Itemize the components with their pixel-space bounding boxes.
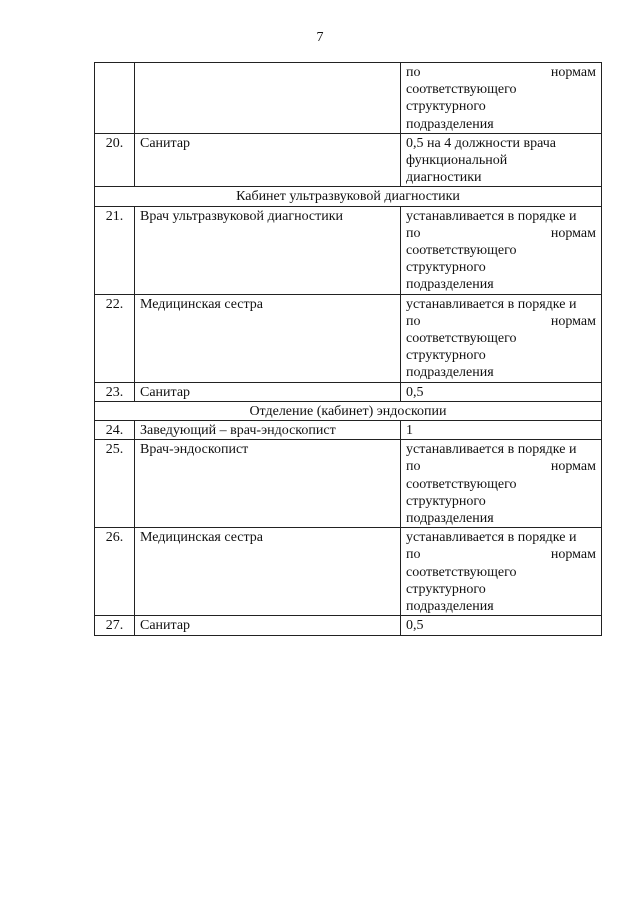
norm-line: подразделения bbox=[406, 599, 494, 615]
row-number: 27. bbox=[95, 616, 135, 635]
norm-line: подразделения bbox=[406, 365, 494, 381]
norm-line: устанавливается в порядке и bbox=[406, 442, 577, 458]
norm-line: по нормам bbox=[406, 547, 596, 563]
section-title: Отделение (кабинет) эндоскопии bbox=[95, 401, 602, 420]
position-title: Медицинская сестра bbox=[135, 294, 401, 382]
table-row bbox=[95, 133, 602, 187]
norm-line: устанавливается в порядке и bbox=[406, 296, 577, 312]
staffing-table bbox=[94, 62, 602, 636]
staffing-norm bbox=[401, 382, 602, 401]
table-row bbox=[95, 528, 602, 616]
staffing-norm bbox=[401, 616, 602, 635]
staffing-norm bbox=[401, 206, 602, 294]
table-row bbox=[95, 382, 602, 401]
staffing-table-body bbox=[95, 63, 602, 636]
norm-line: 1 bbox=[406, 423, 413, 439]
staffing-norm bbox=[401, 133, 602, 187]
position-title: Врач ультразвуковой диагностики bbox=[135, 206, 401, 294]
norm-line: подразделения bbox=[406, 511, 494, 527]
position-title: Заведующий – врач-эндоскопист bbox=[135, 421, 401, 440]
norm-line: 0,5 bbox=[406, 384, 424, 400]
position-title: Санитар bbox=[135, 133, 401, 187]
norm-line: структурного bbox=[406, 581, 486, 597]
section-row bbox=[95, 401, 602, 420]
position-title: Врач-эндоскопист bbox=[135, 440, 401, 528]
norm-line: диагностики bbox=[406, 170, 482, 186]
staffing-norm bbox=[401, 421, 602, 440]
row-number bbox=[95, 63, 135, 134]
norm-line: структурного bbox=[406, 99, 486, 115]
position-title: Медицинская сестра bbox=[135, 528, 401, 616]
norm-line: по нормам bbox=[406, 225, 596, 241]
table-row bbox=[95, 440, 602, 528]
norm-line: 0,5 bbox=[406, 618, 424, 634]
norm-line: по нормам bbox=[406, 65, 596, 80]
norm-line: соответствующего bbox=[406, 564, 517, 580]
staffing-norm bbox=[401, 440, 602, 528]
position-title: Санитар bbox=[135, 382, 401, 401]
norm-line: подразделения bbox=[406, 116, 494, 132]
section-title: Кабинет ультразвуковой диагностики bbox=[95, 187, 602, 206]
row-number: 24. bbox=[95, 421, 135, 440]
row-number: 25. bbox=[95, 440, 135, 528]
section-row bbox=[95, 187, 602, 206]
norm-line: устанавливается в порядке и bbox=[406, 208, 577, 224]
norm-line: структурного bbox=[406, 260, 486, 276]
row-number: 20. bbox=[95, 133, 135, 187]
norm-line: соответствующего bbox=[406, 243, 517, 259]
table-row bbox=[95, 421, 602, 440]
position-title bbox=[135, 63, 401, 134]
norm-line: 0,5 на 4 должности врача bbox=[406, 135, 556, 151]
norm-line: соответствующего bbox=[406, 82, 517, 98]
row-number: 21. bbox=[95, 206, 135, 294]
table-row bbox=[95, 63, 602, 134]
position-title: Санитар bbox=[135, 616, 401, 635]
table-row bbox=[95, 206, 602, 294]
norm-line: по нормам bbox=[406, 313, 596, 329]
norm-line: соответствующего bbox=[406, 476, 517, 492]
norm-line: функциональной bbox=[406, 153, 508, 169]
row-number: 26. bbox=[95, 528, 135, 616]
table-row bbox=[95, 294, 602, 382]
norm-line: по нормам bbox=[406, 459, 596, 475]
norm-line: структурного bbox=[406, 493, 486, 509]
norm-line: подразделения bbox=[406, 277, 494, 293]
norm-line: соответствующего bbox=[406, 331, 517, 347]
table-row bbox=[95, 616, 602, 635]
norm-line: структурного bbox=[406, 348, 486, 364]
row-number: 22. bbox=[95, 294, 135, 382]
staffing-norm bbox=[401, 63, 602, 134]
row-number: 23. bbox=[95, 382, 135, 401]
staffing-norm bbox=[401, 528, 602, 616]
norm-line: устанавливается в порядке и bbox=[406, 530, 577, 546]
staffing-norm bbox=[401, 294, 602, 382]
page-number: 7 bbox=[316, 30, 324, 45]
